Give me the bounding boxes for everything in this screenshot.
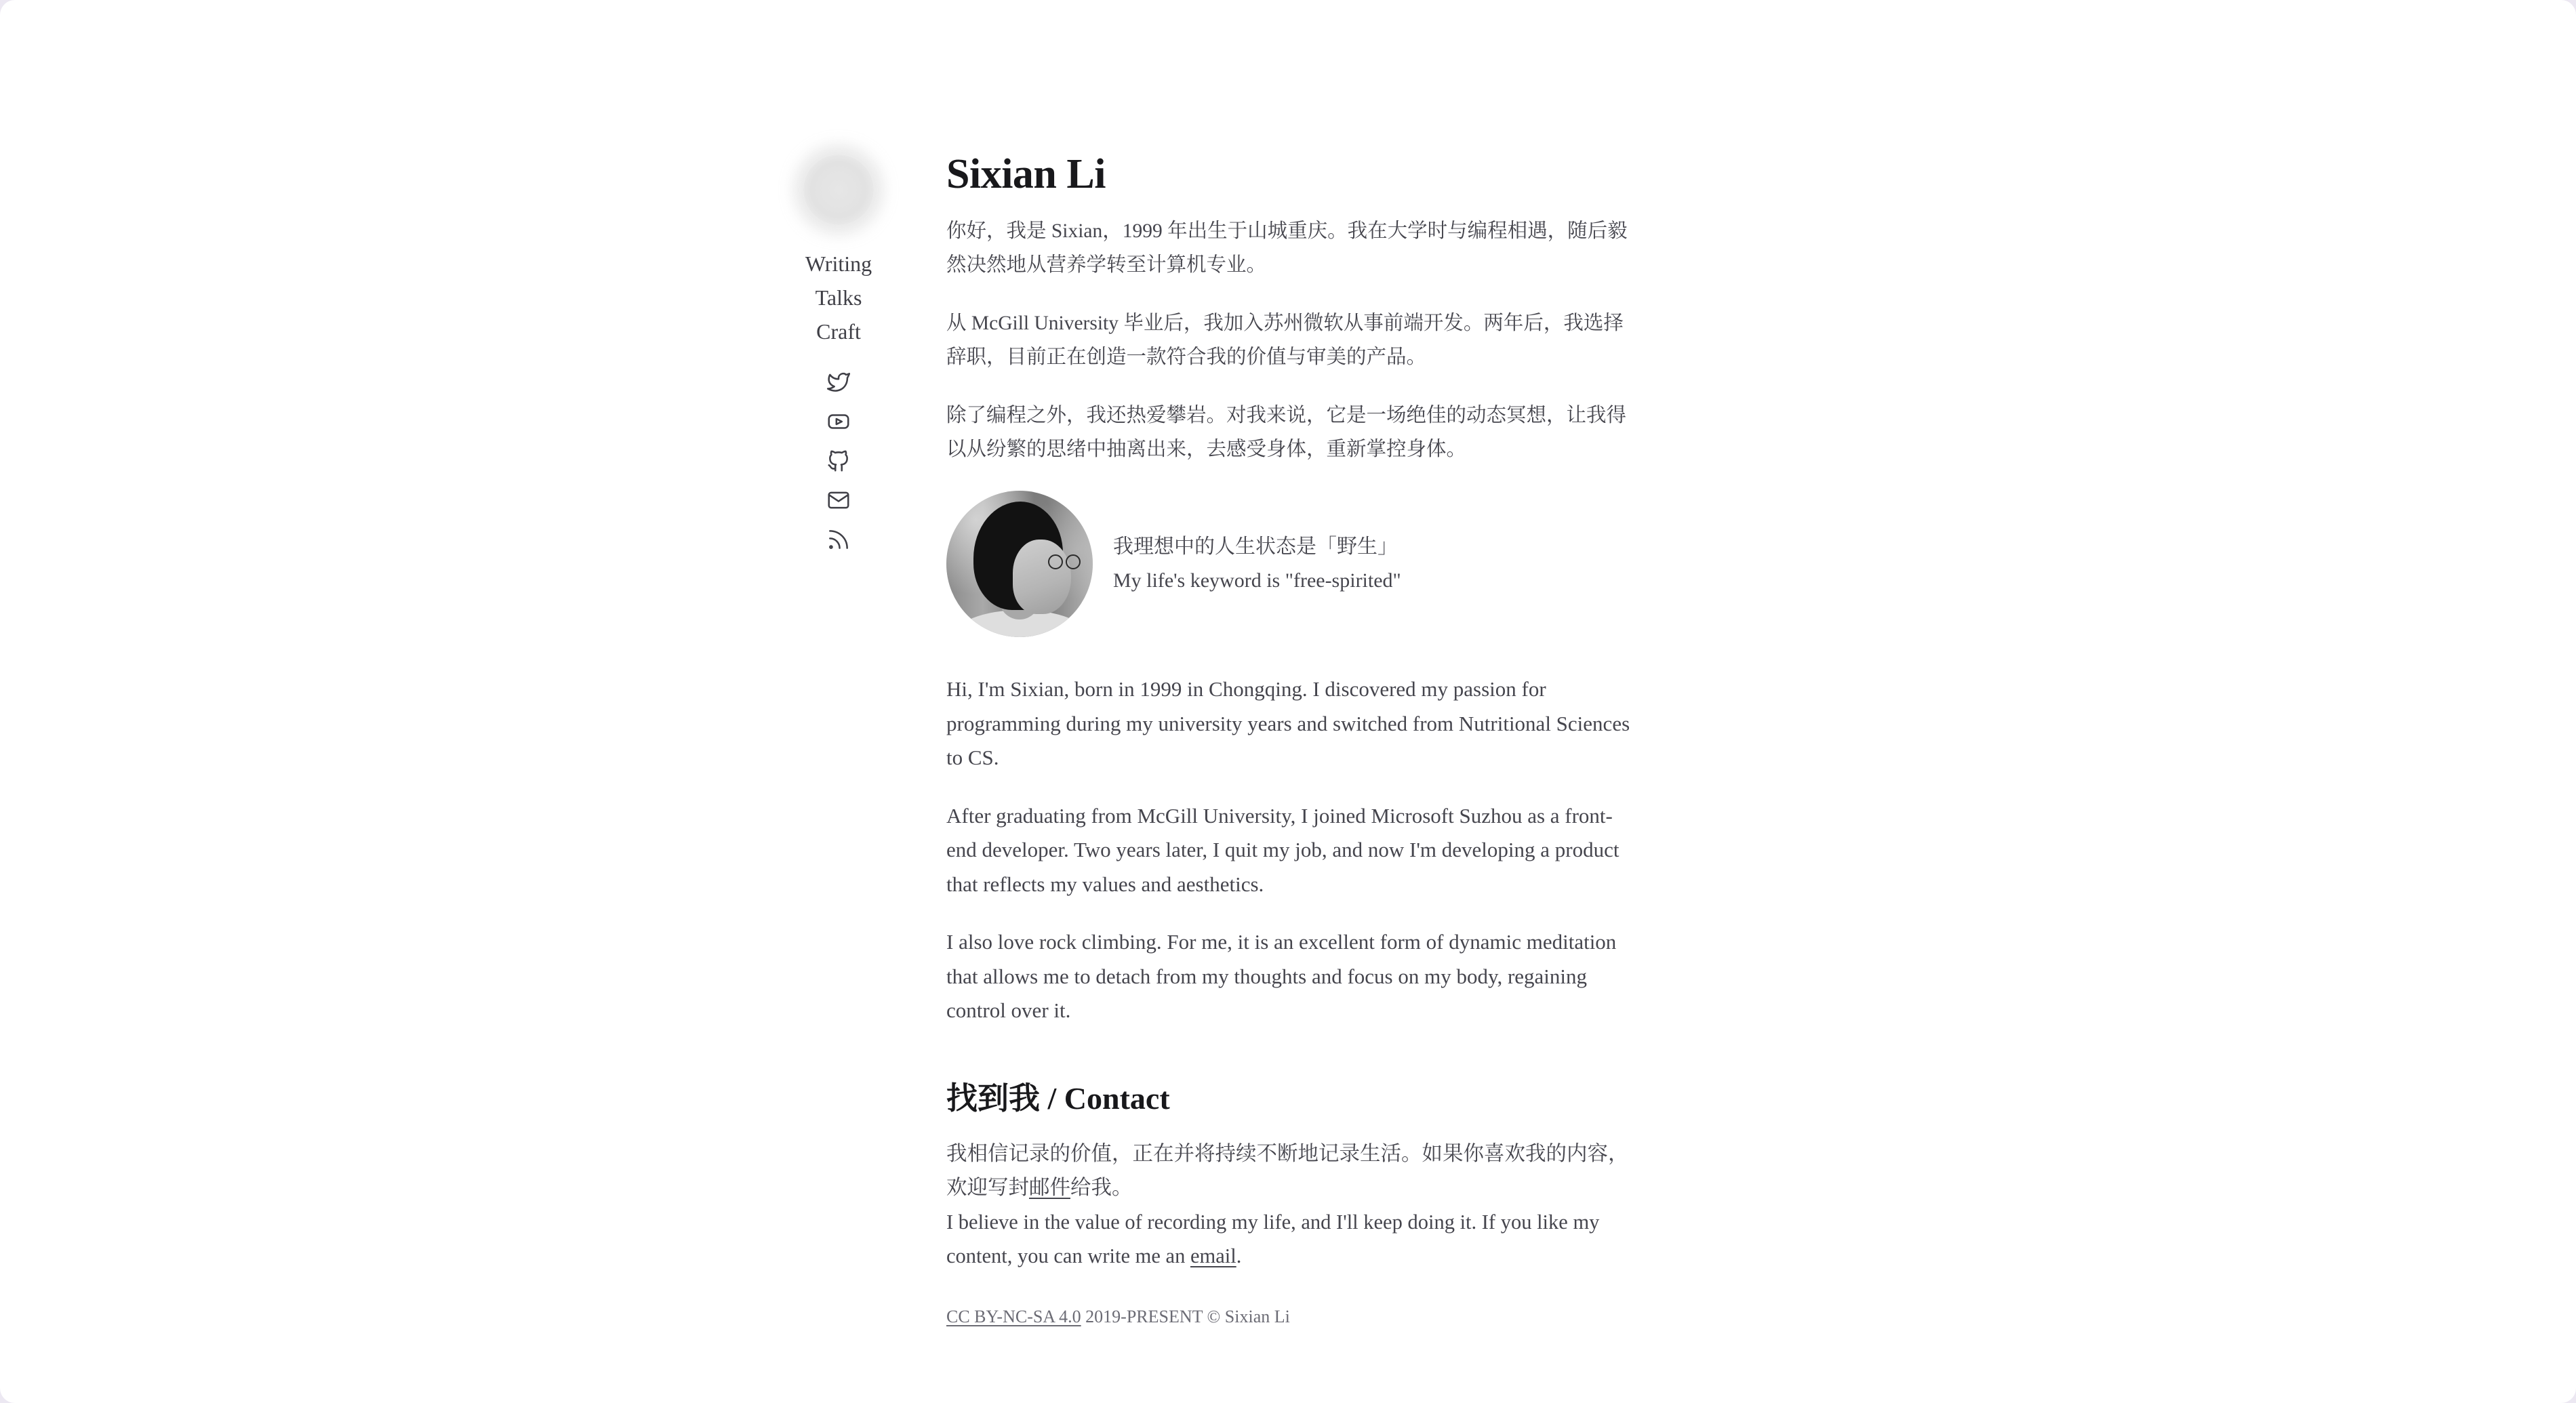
sidebar bbox=[784, 136, 893, 552]
intro-paragraph-zh-3: 除了编程之外，我还热爱攀岩。对我来说，它是一场绝佳的动态冥想，让我得以从纷繁的思绪中抽离出来，去感受身体，重新掌控身体。 bbox=[946, 405, 1627, 460]
avatar[interactable] bbox=[784, 136, 893, 244]
footer bbox=[946, 1303, 1632, 1330]
sidebar-nav bbox=[805, 247, 872, 348]
intro-paragraph-zh-1: 你好，我是 Sixian，1999 年出生于山城重庆。我在大学时与编程相遇，随后毅然决然地从营养学转至计算机专业。 bbox=[946, 220, 1628, 276]
avatar-image bbox=[803, 155, 874, 225]
portrait-photo bbox=[946, 491, 1093, 637]
mail-icon bbox=[826, 487, 851, 513]
intro-paragraph-en-3: I also love rock climbing. For me, it is an excellent form of dynamic meditation that allows me to detach from my thoughts and focus on my body, regaining control over it. bbox=[946, 930, 1617, 1022]
nav-link-craft[interactable]: Craft bbox=[816, 319, 861, 344]
mail-link[interactable] bbox=[826, 488, 851, 512]
twitter-link[interactable] bbox=[826, 370, 851, 394]
contact-paragraph bbox=[946, 1137, 1632, 1274]
copyright-text: 2019-PRESENT © Sixian Li bbox=[1081, 1306, 1290, 1326]
main-content bbox=[946, 144, 1632, 1330]
social-links bbox=[826, 370, 851, 552]
contact-zh-text: 我相信记录的价值，正在并将持续不断地记录生活。如果你喜欢我的内容，欢迎写封 bbox=[946, 1141, 1629, 1199]
github-icon bbox=[826, 448, 851, 474]
contact-heading: 找到我 / Contact bbox=[946, 1080, 1170, 1116]
quote-en: My life's keyword is "free-spirited" bbox=[1113, 569, 1401, 592]
intro-paragraph-en-1: Hi, I'm Sixian, born in 1999 in Chongqing. I discovered my passion for programming during my university years and switched from Nutritional Sciences to CS. bbox=[946, 677, 1630, 769]
rss-icon bbox=[826, 527, 851, 552]
email-link-zh[interactable]: 邮件 bbox=[1029, 1176, 1070, 1199]
nav-link-writing[interactable]: Writing bbox=[805, 251, 872, 276]
twitter-icon bbox=[826, 369, 851, 395]
intro-paragraph-en-2: After graduating from McGill University, I joined Microsoft Suzhou as a front-end developer. Two years later, I quit my job, and now I'm developing a product that reflects my values and aesthetics. bbox=[946, 803, 1619, 896]
contact-en-text: I believe in the value of recording my life, and I'll keep doing it. If you like my content, you can write me an bbox=[946, 1210, 1600, 1267]
contact-zh-text-end: 给我。 bbox=[1070, 1176, 1133, 1199]
youtube-link[interactable] bbox=[826, 409, 851, 434]
quote-text bbox=[1113, 530, 1401, 598]
youtube-icon bbox=[826, 409, 851, 434]
page-title: Sixian Li bbox=[946, 151, 1106, 197]
github-link[interactable] bbox=[826, 449, 851, 473]
rss-link[interactable] bbox=[826, 527, 851, 552]
license-link[interactable]: CC BY-NC-SA 4.0 bbox=[946, 1306, 1081, 1326]
intro-paragraph-zh-2: 从 McGill University 毕业后，我加入苏州微软从事前端开发。两年后，我选择辞职，目前正在创造一款符合我的价值与审美的产品。 bbox=[946, 312, 1624, 368]
contact-en-text-end: . bbox=[1236, 1244, 1242, 1267]
life-keyword-quote bbox=[946, 491, 1632, 637]
quote-zh: 我理想中的人生状态是「野生」 bbox=[1113, 535, 1398, 558]
nav-link-talks[interactable]: Talks bbox=[815, 285, 862, 310]
email-link-en[interactable]: email bbox=[1190, 1244, 1236, 1267]
